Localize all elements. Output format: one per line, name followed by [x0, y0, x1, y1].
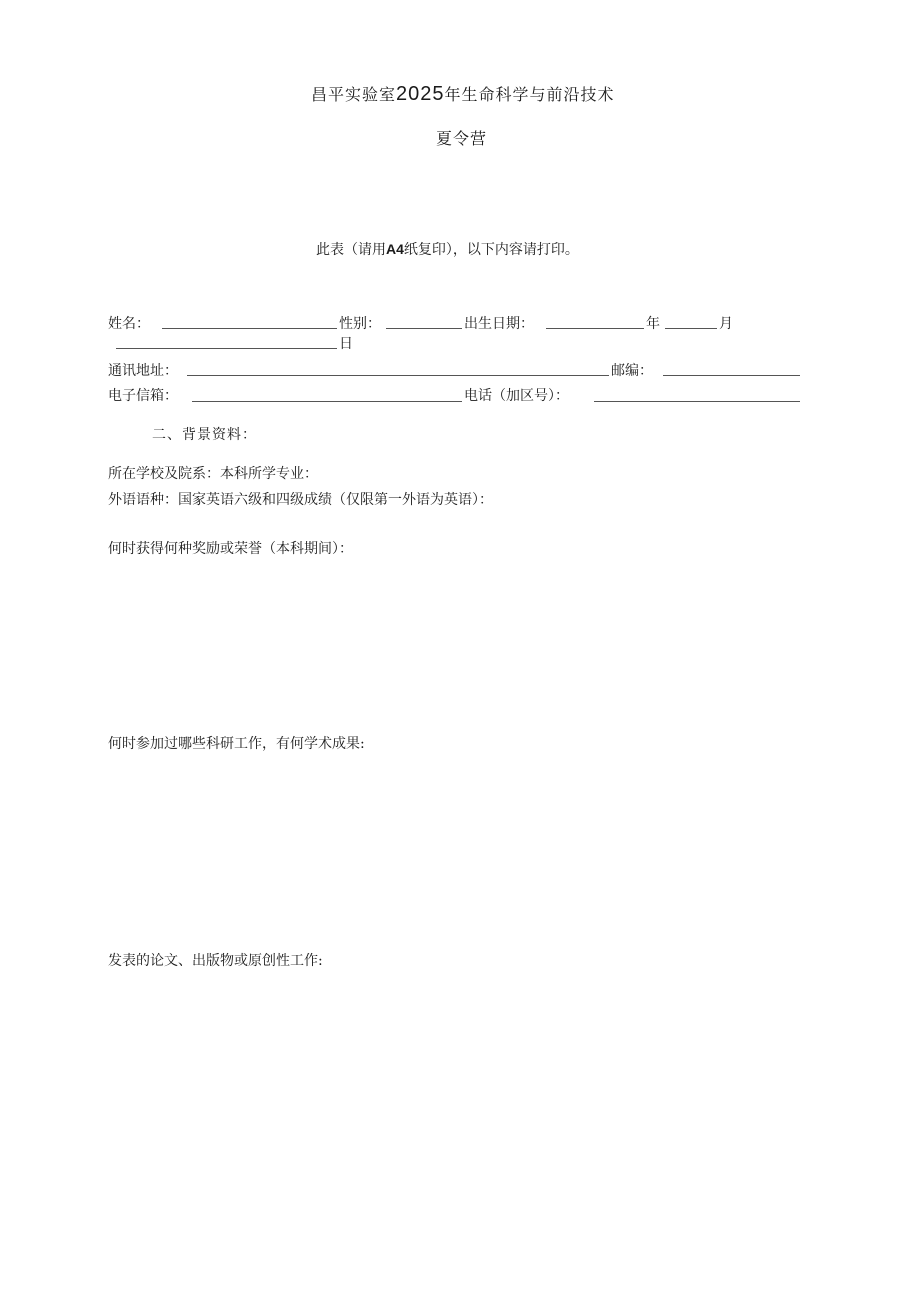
- phone-label: 电话（加区号）：: [464, 388, 569, 404]
- name-field[interactable]: [162, 328, 337, 329]
- form-title-line2: 夏令营: [436, 129, 488, 148]
- title-year: 2025: [396, 83, 445, 105]
- postcode-field[interactable]: [663, 375, 800, 376]
- instruction-paper-size: A4: [386, 241, 404, 257]
- awards-label: 何时获得何种奖励或荣誉（本科期间）：: [108, 541, 353, 557]
- school-major-label: 所在学校及院系：本科所学专业：: [108, 466, 318, 482]
- gender-field[interactable]: [386, 328, 462, 329]
- birth-month-label: 月: [719, 316, 733, 332]
- title-suffix: 年生命科学与前沿技术: [444, 85, 615, 104]
- instruction-part2: 纸复印），以下内容请打印。: [403, 242, 579, 258]
- research-label: 何时参加过哪些科研工作，有何学术成果:: [108, 736, 365, 752]
- instruction-part1: 此表（请用: [316, 242, 386, 258]
- birth-day-label: 日: [339, 336, 353, 352]
- phone-field[interactable]: [594, 401, 800, 402]
- print-instruction: [316, 239, 579, 259]
- birth-year-label: 年: [646, 316, 660, 332]
- birth-day-field[interactable]: [116, 348, 337, 349]
- email-label: 电子信箱：: [108, 388, 178, 404]
- birth-month-field[interactable]: [665, 328, 717, 329]
- address-label: 通讯地址：: [108, 363, 178, 379]
- birth-date-label: 出生日期：: [464, 316, 534, 332]
- name-label: 姓名：: [108, 316, 150, 332]
- form-title-line1: [311, 82, 615, 106]
- gender-label: 性别：: [339, 316, 381, 332]
- section-heading-background: 二、背景资料：: [152, 427, 257, 443]
- address-field[interactable]: [187, 375, 609, 376]
- email-field[interactable]: [192, 401, 462, 402]
- foreign-language-label: 外语语种：国家英语六级和四级成绩（仅限第一外语为英语）：: [108, 492, 493, 508]
- birth-year-field[interactable]: [546, 328, 644, 329]
- publications-label: 发表的论文、出版物或原创性工作:: [108, 953, 323, 969]
- postcode-label: 邮编：: [611, 363, 653, 379]
- title-prefix: 昌平实验室: [311, 85, 397, 104]
